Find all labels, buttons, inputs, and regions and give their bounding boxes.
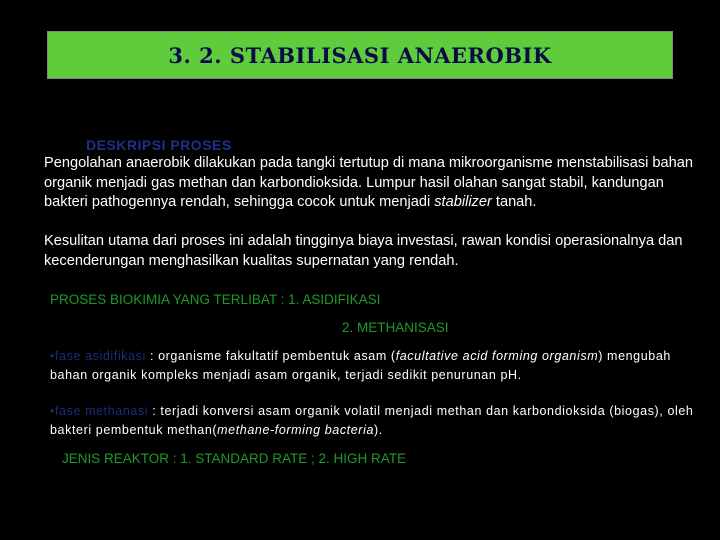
bullet-term: fase asidifikasi xyxy=(54,349,146,363)
bullet-text-end: ) mengubah bahan organik kompleks menjadi asam organik, terjadi sedikit penurunan pH. xyxy=(50,349,671,382)
bullet-italic: methane-forming bacteria xyxy=(217,423,375,437)
paragraph1-end: tanah. xyxy=(491,194,537,210)
bullet-term: fase methanasi xyxy=(54,404,149,418)
bullet-text: : organisme fakultatif pembentuk asam ( xyxy=(145,349,396,363)
reactor-type-heading: JENIS REAKTOR : 1. STANDARD RATE ; 2. HIGH RATE xyxy=(62,451,407,466)
bullet-text: : terjadi konversi asam organik volatil menjadi methan dan karbondioksida (biogas), oleh bakteri pembentuk methan( xyxy=(50,404,694,437)
bullet-methanation xyxy=(50,402,710,440)
page-title: 3. 2. STABILISASI ANAEROBIK xyxy=(168,42,552,68)
process-heading-2: 2. METHANISASI xyxy=(342,320,449,335)
bullet-acidification xyxy=(50,347,710,385)
bullet-text-end: ). xyxy=(374,423,383,437)
paragraph1-text: Pengolahan anaerobik dilakukan pada tangki tertutup di mana mikroorganisme menstabilisasi bahan organik menjadi gas methan dan karbondioksida. Lumpur hasil olahan sangat stabil, kandungan bakteri pathogennya rendah, sehingga cocok untuk menjadi xyxy=(44,155,694,210)
title-banner xyxy=(47,31,673,79)
process-heading: PROSES BIOKIMIA YANG TERLIBAT : 1. ASIDIFIKASI xyxy=(50,292,381,307)
bullet-italic: facultative acid forming organism xyxy=(395,349,599,363)
bullet-marker: • xyxy=(50,349,55,363)
description-paragraph-1 xyxy=(44,154,694,213)
bullet-marker: • xyxy=(50,404,55,418)
description-paragraph-2: Kesulitan utama dari proses ini adalah tingginya biaya investasi, rawan kondisi operasionalnya dan kecenderungan menghasilkan kualitas supernatan yang rendah. xyxy=(44,233,683,269)
paragraph1-italic: stabilizer xyxy=(434,194,492,210)
description-heading: DESKRIPSI PROSES xyxy=(86,137,232,153)
